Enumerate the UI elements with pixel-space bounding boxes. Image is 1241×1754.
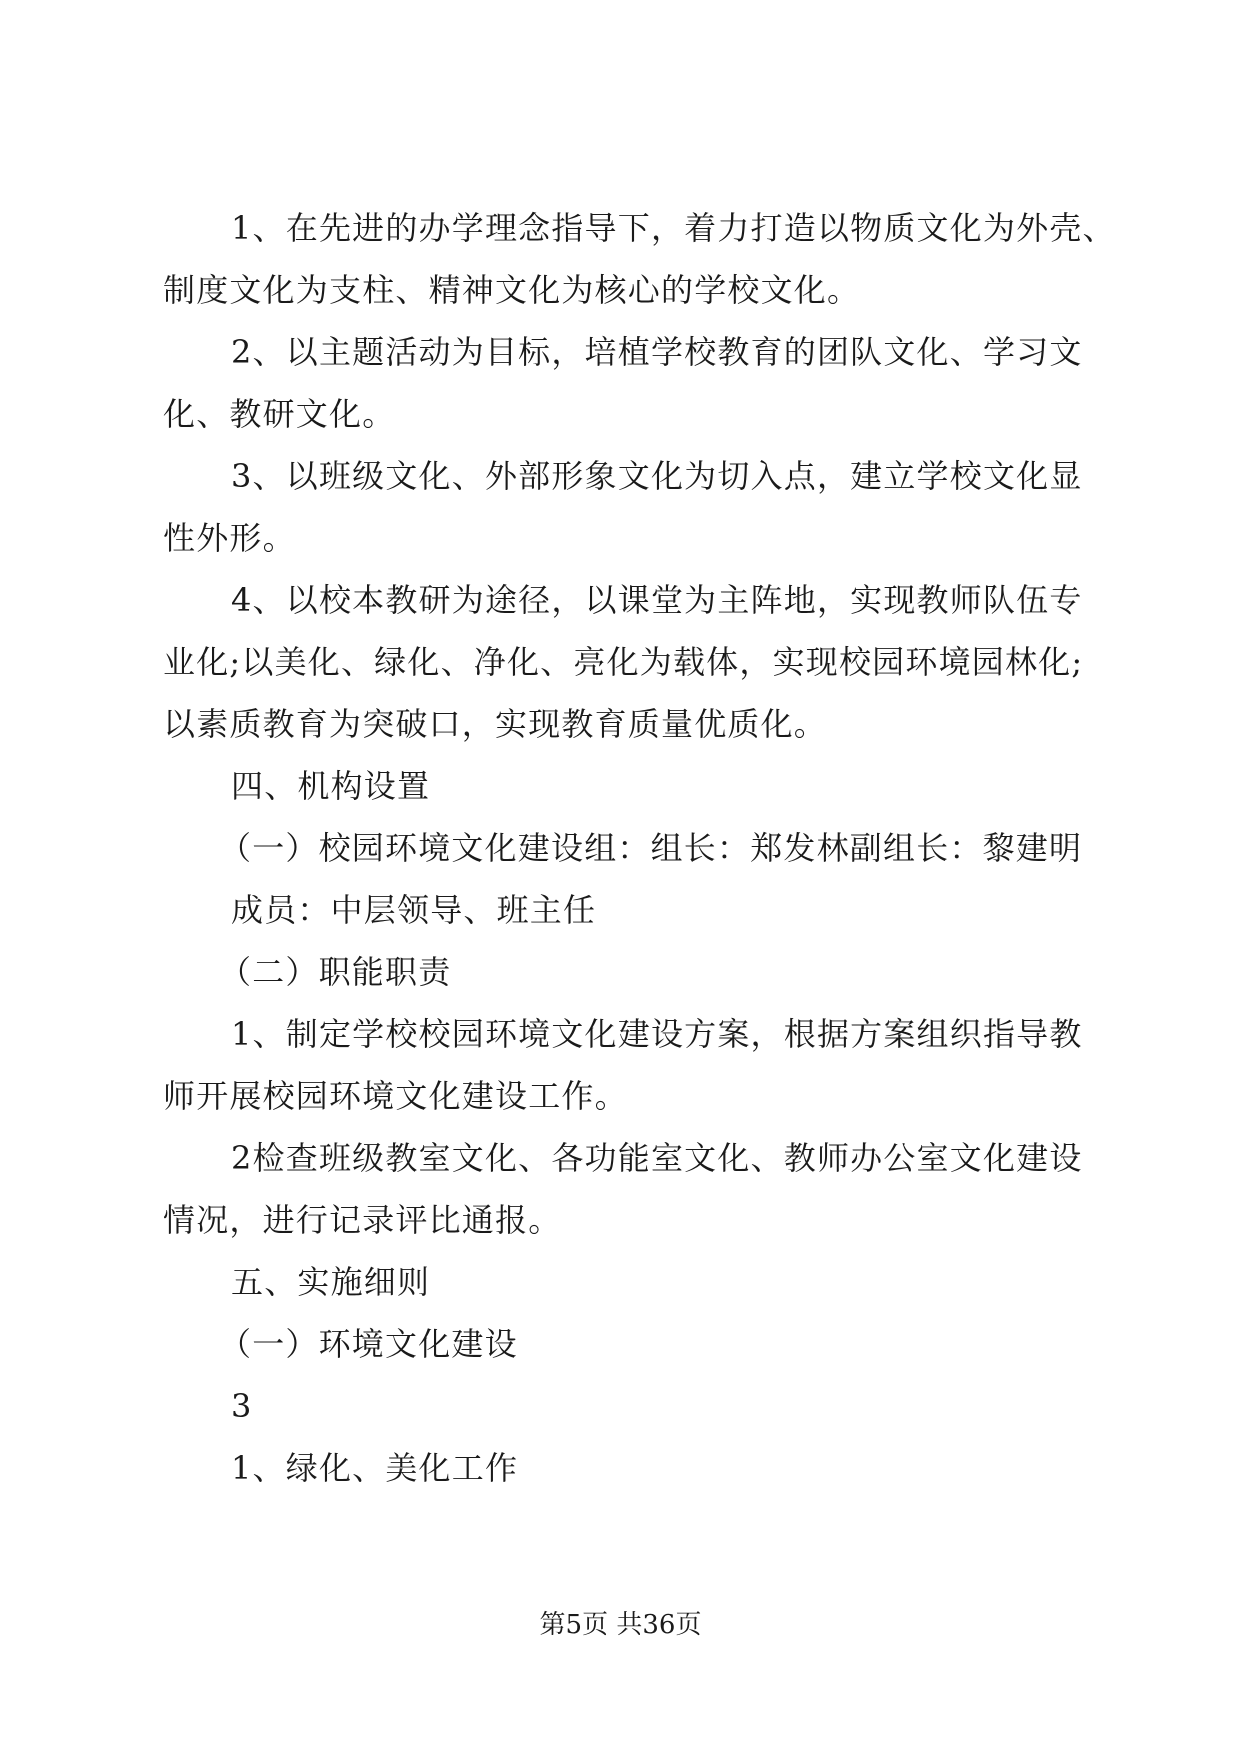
paragraph-line: 1、绿化、美化工作 bbox=[231, 1449, 519, 1487]
section-heading: 四、机构设置 bbox=[231, 767, 431, 805]
paragraph-line: 以素质教育为突破口，实现教育质量优质化。 bbox=[163, 705, 828, 743]
section-heading: 五、实施细则 bbox=[231, 1263, 431, 1301]
paragraph-line: 师开展校园环境文化建设工作。 bbox=[163, 1077, 628, 1115]
paragraph-line: 1、制定学校校园环境文化建设方案，根据方案组织指导教 bbox=[231, 1015, 1083, 1053]
paragraph-line: 化、教研文化。 bbox=[163, 395, 396, 433]
paragraph-line: 1、在先进的办学理念指导下，着力打造以物质文化为外壳、 bbox=[231, 209, 1116, 247]
page-number-label: 第5页 共36页 bbox=[539, 1610, 702, 1640]
paragraph-line: 性外形。 bbox=[163, 519, 296, 557]
paragraph-line: 业化;以美化、绿化、净化、亮化为载体，实现校园环境园林化; bbox=[163, 643, 1084, 681]
paragraph-line: 2检查班级教室文化、各功能室文化、教师办公室文化建设 bbox=[231, 1139, 1083, 1177]
paragraph-line: 情况，进行记录评比通报。 bbox=[163, 1201, 562, 1239]
paragraph-line: 3 bbox=[231, 1387, 253, 1425]
paragraph-line: 成员：中层领导、班主任 bbox=[231, 891, 597, 929]
paragraph-line: 2、以主题活动为目标，培植学校教育的团队文化、学习文 bbox=[231, 333, 1083, 371]
paragraph-line: 4、以校本教研为途径，以课堂为主阵地，实现教师队伍专 bbox=[231, 581, 1083, 619]
paragraph-line: 制度文化为支柱、精神文化为核心的学校文化。 bbox=[163, 271, 861, 309]
document-body bbox=[163, 197, 1116, 1499]
paragraph-line: （一）校园环境文化建设组：组长：郑发林副组长：黎建明 bbox=[219, 829, 1083, 867]
subsection-heading: （二）职能职责 bbox=[219, 953, 452, 991]
page-footer bbox=[0, 1604, 1241, 1641]
paragraph-line: 3、以班级文化、外部形象文化为切入点，建立学校文化显 bbox=[231, 457, 1083, 495]
subsection-heading: （一）环境文化建设 bbox=[219, 1325, 518, 1363]
